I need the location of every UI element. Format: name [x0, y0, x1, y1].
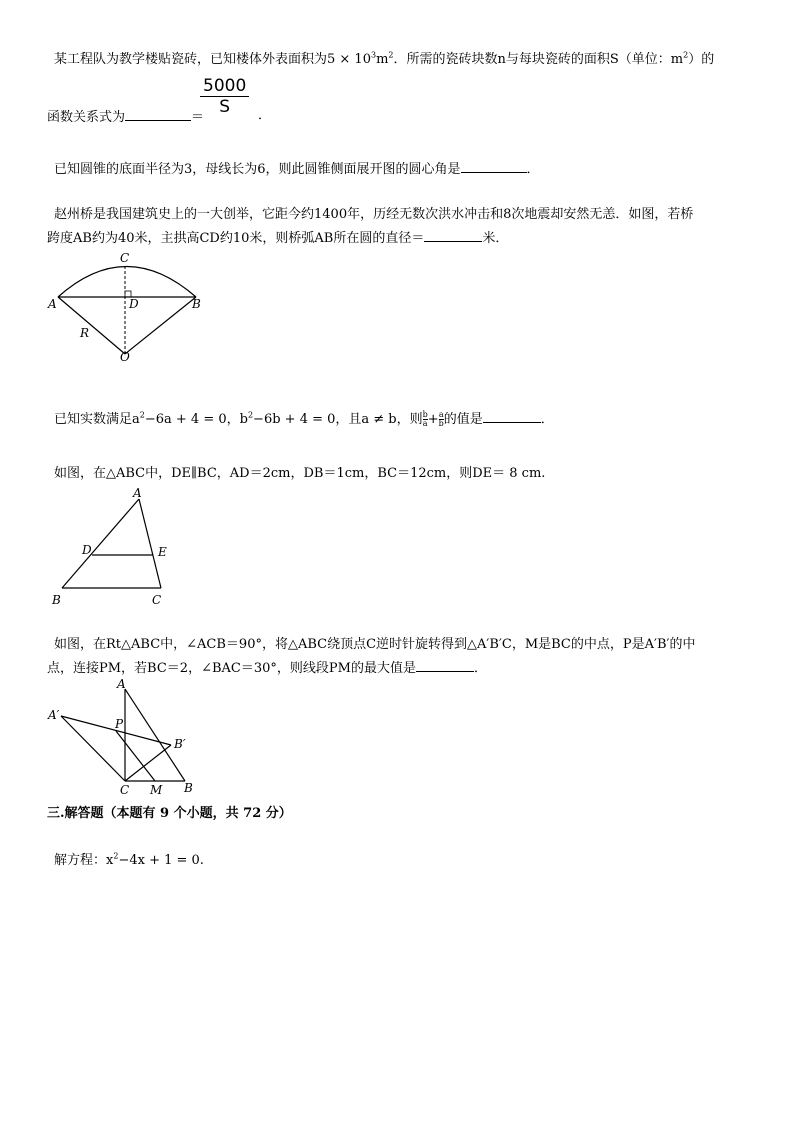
q3-line2-end: 米． [482, 231, 509, 246]
triangle-de-diagram [48, 485, 188, 605]
q2-pre: 已知圆锥的底面半径为3，母线长为6，则此圆锥侧面展开图的圆心角是 [54, 162, 461, 177]
side-ab [62, 499, 139, 588]
label-p: P [115, 717, 124, 731]
label-m: M [150, 783, 163, 797]
q2-end: ． [526, 162, 540, 177]
label-b: B [184, 781, 193, 795]
q4-answer-blank[interactable] [483, 410, 541, 423]
q1-line1-pre: 某工程队为教学楼贴瓷砖，已知楼体外表面积为5 × 10 [54, 52, 371, 67]
q4-exp2: 2 [247, 410, 254, 420]
q6-line1: 如图，在Rt△ABC中，∠ACB＝90°，将△ABC绕顶点C逆时针旋转得到△A′B′C，M是BC的中点，P是A′B′的中 [54, 637, 696, 652]
q1-line2 [47, 108, 204, 126]
q1-unit-exp: 2 [388, 50, 394, 60]
q6-line2-pre: 点，连接PM，若BC＝2，∠BAC＝30°，则线段PM的最大值是 [47, 661, 416, 676]
q4-f1-den: a [422, 419, 428, 428]
label-c: C [120, 251, 130, 265]
label-a: A [133, 486, 142, 500]
label-b: B [52, 593, 61, 607]
q3-answer-blank[interactable] [424, 229, 482, 242]
q4-mid2: −6b + 4 = 0，且a ≠ b，则 [253, 412, 423, 427]
bridge-arc [58, 267, 196, 298]
q1-line2-end: ． [258, 108, 272, 123]
q4-f2-den: b [438, 419, 444, 428]
q4-mid1: −6a + 4 = 0，b [144, 412, 248, 427]
q2-text [54, 160, 540, 178]
q1-fraction-numerator: 5000 [200, 76, 249, 97]
label-a: A [117, 677, 126, 691]
q5-text: 如图，在△ABC中，DE∥BC，AD＝2cm，DB＝1cm，BC＝12cm，则DE＝ 8 cm. [54, 466, 546, 481]
q4-text [54, 410, 554, 428]
q7-post: −4x + 1 = 0. [118, 853, 204, 868]
q4-plus: + [427, 412, 439, 427]
q4-exp1: 2 [139, 410, 145, 420]
radius-oa [58, 297, 125, 354]
q4-f2-num: a [438, 410, 444, 419]
label-c: C [152, 593, 162, 607]
bridge-diagram [44, 248, 214, 363]
q2-answer-blank[interactable] [461, 160, 527, 173]
q1-line2-pre: 函数关系式为 [47, 110, 126, 125]
label-a: A [48, 297, 57, 311]
q1-fraction-denominator: S [219, 97, 231, 117]
q4-pre: 已知实数满足a [54, 412, 140, 427]
section-title: 三.解答题（本题有 9 个小题，共 72 分） [47, 806, 292, 821]
q4-post: 的值是 [443, 412, 483, 427]
side-ac [139, 499, 161, 588]
q1-line1 [54, 52, 714, 68]
q1-equals: ＝ [191, 110, 205, 125]
q3-line1: 赵州桥是我国建筑史上的一大创举，它距今约1400年，历经无数次洪水冲击和8次地震却安然无恙．如图，若桥 [54, 207, 694, 222]
q1-answer-blank[interactable] [125, 108, 191, 121]
q1-exp: 3 [370, 50, 377, 60]
label-o: O [120, 350, 130, 364]
q1-unit-exp2: 2 [683, 50, 689, 60]
q1-unit: m [376, 52, 389, 67]
q3-line2 [47, 229, 508, 247]
q1-line1-post: ．所需的瓷砖块数n与每块瓷砖的面积S（单位：m [393, 52, 684, 67]
label-d: D [82, 543, 92, 557]
label-d: D [129, 297, 139, 311]
label-a-prime: A′ [48, 708, 60, 722]
q7-pre: 解方程：x [54, 853, 114, 868]
q1-line1-end: ）的 [688, 52, 715, 67]
q6-line2-end: ． [473, 661, 487, 676]
label-b: B [192, 297, 201, 311]
q3-line2-pre: 跨度AB约为40米，主拱高CD约10米，则桥弧AB所在圆的直径＝ [47, 231, 425, 246]
q4-f1-num: b [422, 410, 428, 419]
q7-exp: 2 [113, 851, 119, 861]
side-cb-prime [125, 745, 171, 781]
q1-fraction [200, 76, 249, 117]
label-c: C [120, 783, 130, 797]
rotation-diagram [44, 675, 204, 795]
label-b-prime: B′ [174, 737, 186, 751]
q6-answer-blank[interactable] [416, 659, 474, 672]
q4-end: ． [540, 412, 554, 427]
label-e: E [158, 545, 167, 559]
q7-text [54, 853, 204, 869]
label-r: R [80, 326, 90, 340]
